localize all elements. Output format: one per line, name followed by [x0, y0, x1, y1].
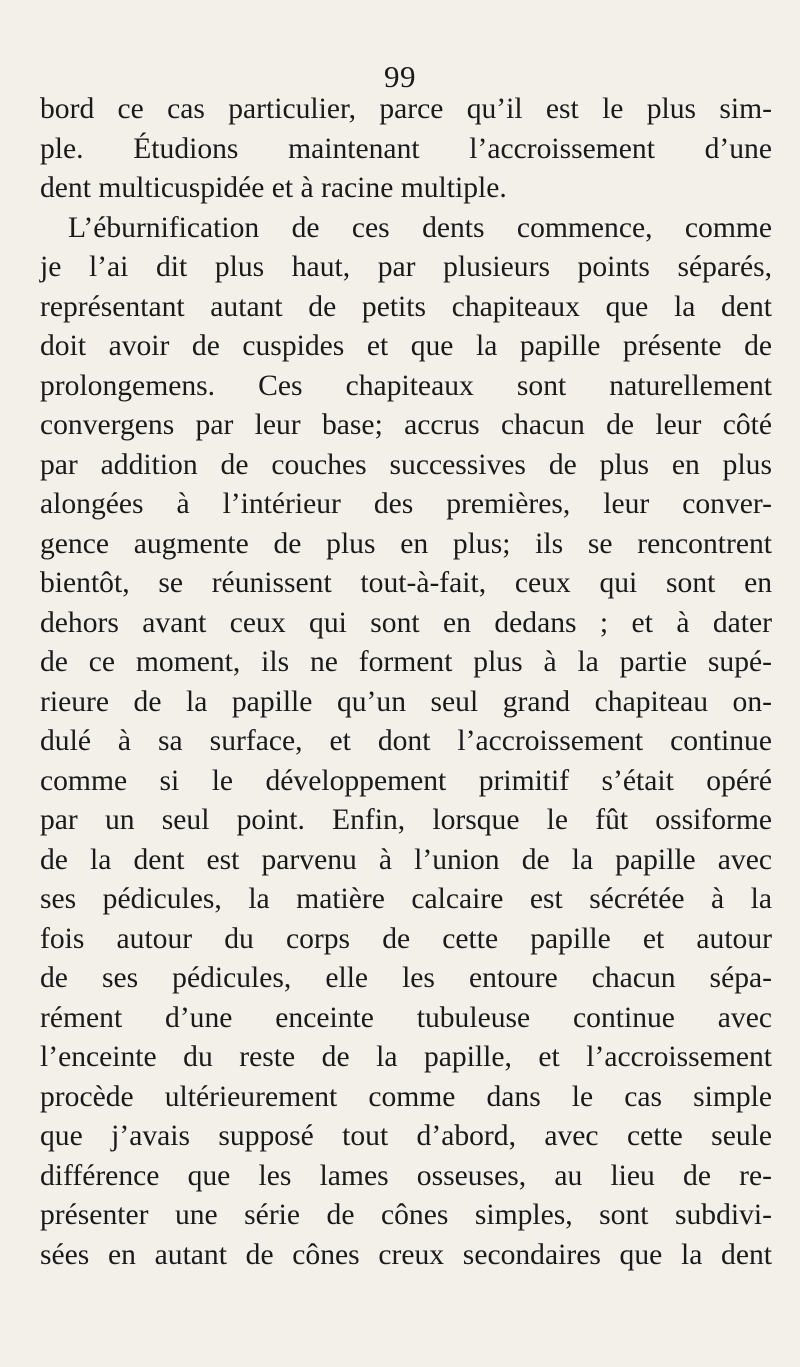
text-line: alongées à l’intérieur des premières, leur conver-	[40, 488, 772, 520]
text-line: fois autour du corps de cette papille et autour	[40, 922, 772, 955]
text-line: je l’ai dit plus haut, par plusieurs points séparés,	[40, 251, 772, 283]
text-line: sées en autant de cônes creux secondaires que la dent	[40, 1238, 772, 1271]
text-line: ple. Étudions maintenant l’accroissement d’une	[40, 132, 772, 165]
text-line: procède ultérieurement comme dans le cas simple	[40, 1080, 772, 1113]
page-number: 99	[384, 59, 416, 94]
text-line: doit avoir de cuspides et que la papille présente de	[40, 330, 772, 362]
text-line: de la dent est parvenu à l’union de la papille avec	[40, 843, 772, 876]
text-line: l’enceinte du reste de la papille, et l’accroissement	[40, 1041, 772, 1073]
text-line: de ses pédicules, elle les entoure chacun sépa-	[40, 962, 772, 994]
text-line: rieure de la papille qu’un seul grand chapiteau on-	[40, 685, 772, 718]
text-line: dulé à sa surface, et dont l’accroissement continue	[40, 725, 772, 757]
text-line: bientôt, se réunissent tout-à-fait, ceux qui sont en	[40, 567, 772, 599]
text-line: bord ce cas particulier, parce qu’il est le plus sim-	[40, 93, 772, 125]
text-line: présenter une série de cônes simples, sont subdivi-	[40, 1199, 772, 1231]
text-line: dehors avant ceux qui sont en dedans ; et à dater	[40, 606, 772, 639]
text-line: L’éburnification de ces dents commence, comme	[68, 211, 772, 244]
text-line: représentant autant de petits chapiteaux que la dent	[40, 290, 772, 323]
text-line: que j’avais supposé tout d’abord, avec cette seule	[40, 1120, 772, 1152]
text-line: par addition de couches successives de plus en plus	[40, 448, 772, 481]
text-line: comme si le développement primitif s’était opéré	[40, 764, 772, 797]
text-line: rément d’une enceinte tubuleuse continue avec	[40, 1001, 772, 1034]
text-line: gence augmente de plus en plus; ils se rencontrent	[40, 527, 772, 560]
text-line: différence que les lames osseuses, au lieu de re-	[40, 1159, 772, 1192]
text-line: dent multicuspidée et à racine multiple.	[40, 172, 507, 204]
text-line: ses pédicules, la matière calcaire est sécrétée à la	[40, 883, 772, 915]
text-line: de ce moment, ils ne forment plus à la partie supé-	[40, 646, 772, 678]
text-line: prolongemens. Ces chapiteaux sont naturellement	[40, 369, 772, 402]
text-line: convergens par leur base; accrus chacun de leur côté	[40, 409, 772, 441]
text-line: par un seul point. Enfin, lorsque le fût ossiforme	[40, 804, 772, 836]
body-text	[40, 90, 772, 1275]
